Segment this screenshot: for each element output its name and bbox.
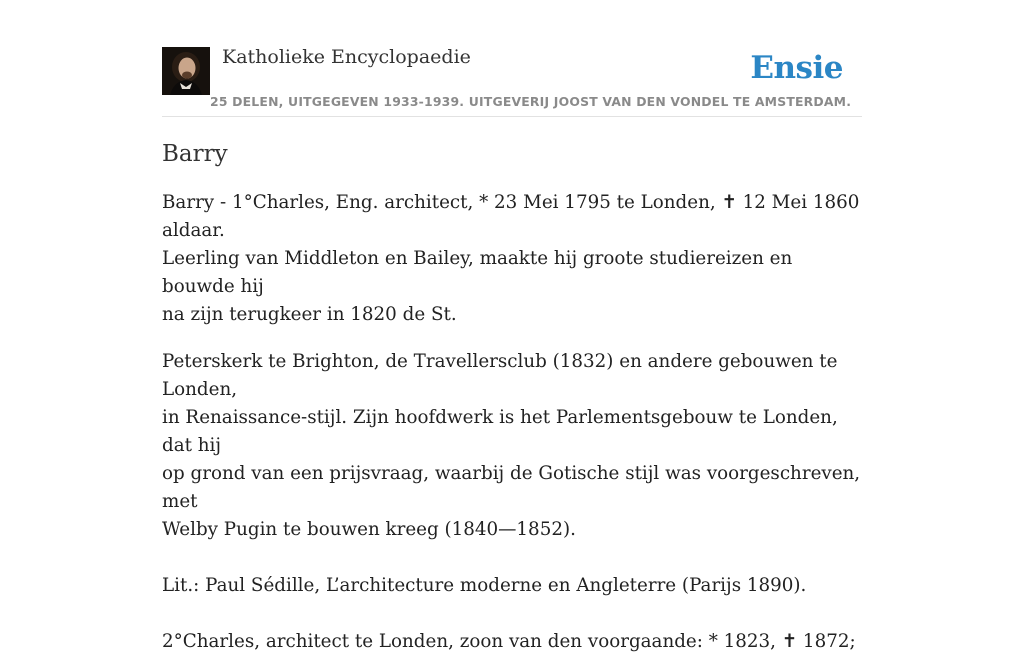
brand-logo-link[interactable]: Ensie <box>750 50 843 86</box>
article-title: Barry <box>162 141 228 167</box>
avatar[interactable] <box>162 47 210 95</box>
source-subtitle: 25 DELEN, UITGEGEVEN 1933-1939. UITGEVERIJ JOOST VAN DEN VONDEL TE AMSTERDAM. <box>210 94 852 109</box>
paragraph-line: Barry - 1°Charles, Eng. architect, * 23 Mei 1795 te Londen, ✝ 12 Mei 1860 aldaar. <box>162 192 860 241</box>
paragraph-line: Welby Pugin te bouwen kreeg (1840—1852). <box>162 519 576 540</box>
portrait-icon <box>162 47 210 95</box>
paragraph-line: op grond van een prijsvraag, waarbij de Gotische stijl was voorgeschreven, met <box>162 463 861 512</box>
spacer <box>162 600 862 628</box>
article <box>162 138 862 656</box>
spacer <box>162 544 862 572</box>
paragraph-line: na zijn terugkeer in 1820 de St. <box>162 304 457 325</box>
paragraph-line: in Renaissance-stijl. Zijn hoofdwerk is het Parlementsgebouw te Londen, dat hij <box>162 407 838 456</box>
site-title[interactable]: Katholieke Encyclopaedie <box>222 46 471 68</box>
paragraph-1 <box>162 189 862 329</box>
site-header <box>162 44 862 117</box>
paragraph-3: 2°Charles, architect te Londen, zoon van den voorgaande: * 1823, ✝ 1872; <box>162 631 856 652</box>
paragraph-2 <box>162 348 862 544</box>
paragraph-line: Leerling van Middleton en Bailey, maakte hij groote studiereizen en bouwde hij <box>162 248 793 297</box>
literature-reference: Lit.: Paul Sédille, L’architecture moderne en Angleterre (Parijs 1890). <box>162 575 807 596</box>
paragraph-line: Peterskerk te Brighton, de Travellersclub (1832) en andere gebouwen te Londen, <box>162 351 838 400</box>
